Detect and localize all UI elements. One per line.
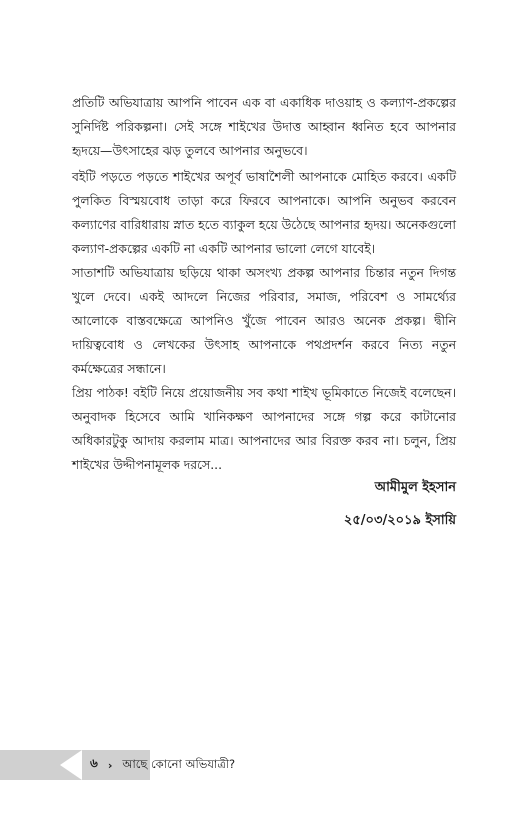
- page-number: ৬: [90, 756, 98, 770]
- paragraph-1: প্রতিটি অভিযাত্রায় আপনি পাবেন এক বা একাধিক দাওয়াহ ও কল্যাণ-প্রকল্পের সুনির্দিষ্ট পরিকল্পনা। সেই সঙ্গে শাইখের উদাত্ত আহ্বান ধ্বনিত হবে আপনার হৃদয়ে—উৎসাহের ঝড় তুলবে আপনার অনুভবে।: [72, 95, 456, 158]
- translator-name: আমীমুল ইহসান: [374, 480, 456, 495]
- footer-band-notch: [60, 750, 82, 780]
- page-footer: [90, 756, 235, 774]
- chevron-right-icon: ›: [107, 758, 113, 772]
- signature-date: ২৫/০৩/২০১৯ ইসায়ি: [343, 513, 456, 528]
- paragraph-4: প্রিয় পাঠক! বইটি নিয়ে প্রয়োজনীয় সব কথা শাইখ ভূমিকাতে নিজেই বলেছেন। অনুবাদক হিসেবে আমি খানিকক্ষণ আপনাদের সঙ্গে গল্প করে কাটানোর অধিকারটুকু আদায় করলাম মাত্র। আপনাদের আর বিরক্ত করব না। চলুন, প্রিয় শাইখের উদ্দীপনামূলক দরসে...: [72, 385, 456, 472]
- paragraph-3: সাতাশটি অভিযাত্রায় ছড়িয়ে থাকা অসংখ্য প্রকল্প আপনার চিন্তার নতুন দিগন্ত খুলে দেবে। একই আদলে নিজের পরিবার, সমাজ, পরিবেশ ও সামর্থ্যের আলোকে বাস্তবক্ষেত্রে আপনিও খুঁজে পাবেন আরও অনেক প্রকল্প। দ্বীনি দায়িত্ববোধ ও লেখকের উৎসাহ আপনাকে পথপ্রদর্শন করবে নিত্য নতুন কর্মক্ষেত্রের সন্ধানে।: [72, 265, 456, 376]
- running-title: আছে কোনো অভিযাত্রী?: [122, 756, 236, 771]
- paragraph-2: বইটি পড়তে পড়তে শাইখের অপূর্ব ভাষাশৈলী আপনাকে মোহিত করবে। একটি পুলকিত বিস্ময়বোধ তাড়া করে ফিরবে আপনাকে। আপনি অনুভব করবেন কল্যাণের বারিধারায় স্নাত হতে ব্যাকুল হয়ে উঠেছে আপনার হৃদয়। অনেকগুলো কল্যাণ-প্রকল্পের একটি না একটি আপনার ভালো লেগে যাবেই।: [72, 169, 456, 256]
